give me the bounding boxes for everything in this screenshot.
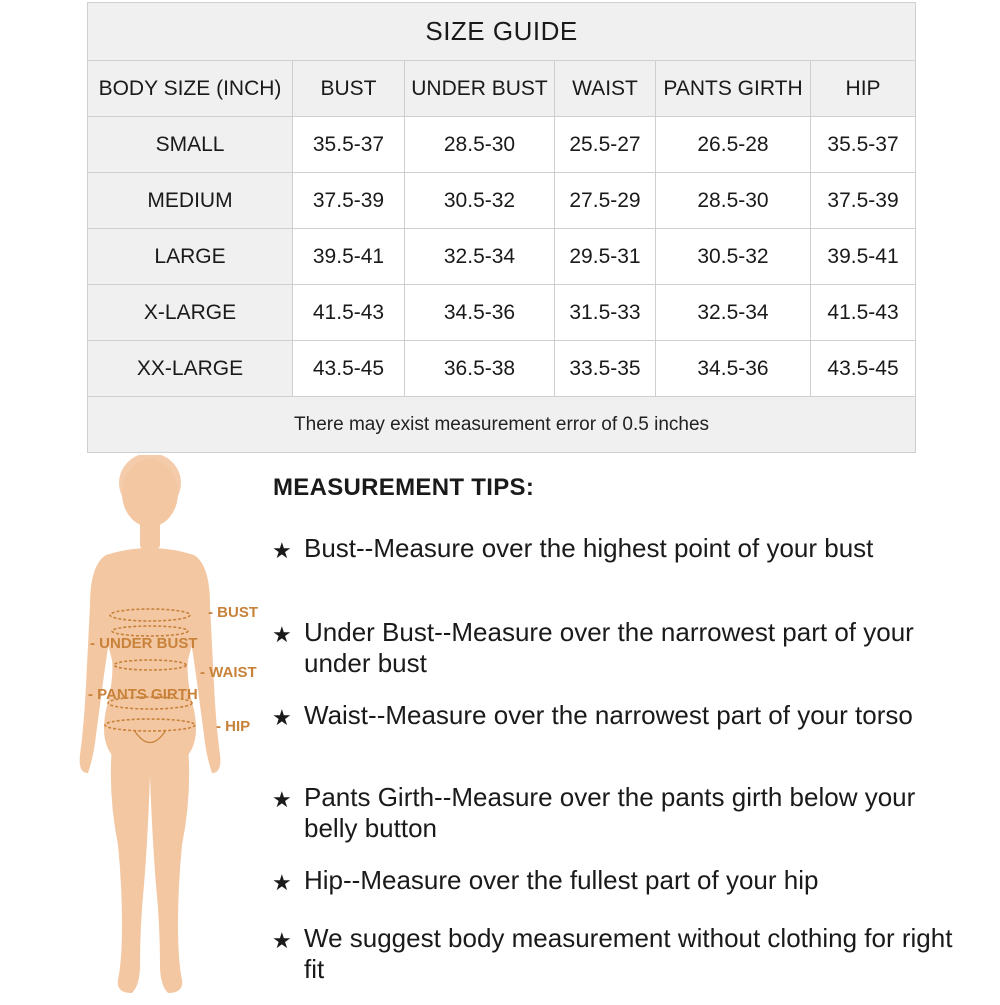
tip-text: Waist--Measure over the narrowest part of your torso <box>304 700 913 730</box>
header-waist: WAIST <box>555 61 656 117</box>
waist-value: 31.5-33 <box>555 285 656 341</box>
tip-item <box>272 533 972 564</box>
table-row <box>88 117 916 173</box>
bust-value: 41.5-43 <box>293 285 405 341</box>
size-label: MEDIUM <box>88 173 293 229</box>
pants-girth-label: - PANTS GIRTH <box>88 686 198 703</box>
table-row <box>88 285 916 341</box>
hip-value: 39.5-41 <box>811 229 916 285</box>
hip-value: 43.5-45 <box>811 341 916 397</box>
under-bust-value: 32.5-34 <box>405 229 555 285</box>
waist-value: 27.5-29 <box>555 173 656 229</box>
header-hip: HIP <box>811 61 916 117</box>
under-bust-label: - UNDER BUST <box>90 635 198 652</box>
pants-girth-value: 28.5-30 <box>656 173 811 229</box>
size-guide-table <box>87 2 916 453</box>
size-label: SMALL <box>88 117 293 173</box>
hip-value: 37.5-39 <box>811 173 916 229</box>
table-row <box>88 341 916 397</box>
tip-text: We suggest body measurement without clothing for right fit <box>304 923 953 984</box>
hip-label: - HIP <box>216 718 251 735</box>
star-icon: ★ <box>272 538 292 563</box>
pants-girth-value: 32.5-34 <box>656 285 811 341</box>
header-under-bust: UNDER BUST <box>405 61 555 117</box>
bust-label: - BUST <box>208 604 258 621</box>
bust-value: 37.5-39 <box>293 173 405 229</box>
tip-item <box>272 865 972 896</box>
under-bust-value: 30.5-32 <box>405 173 555 229</box>
hip-value: 41.5-43 <box>811 285 916 341</box>
tip-text: Pants Girth--Measure over the pants girth below your belly button <box>304 782 916 843</box>
star-icon: ★ <box>272 928 292 953</box>
tip-item <box>272 923 972 985</box>
measurement-error-note: There may exist measurement error of 0.5 inches <box>88 397 916 453</box>
tip-item <box>272 782 972 844</box>
tip-text: Bust--Measure over the highest point of your bust <box>304 533 874 563</box>
size-label: XX-LARGE <box>88 341 293 397</box>
star-icon: ★ <box>272 622 292 647</box>
star-icon: ★ <box>272 705 292 730</box>
header-pants-girth: PANTS GIRTH <box>656 61 811 117</box>
waist-value: 33.5-35 <box>555 341 656 397</box>
under-bust-value: 28.5-30 <box>405 117 555 173</box>
tip-text: Under Bust--Measure over the narrowest part of your under bust <box>304 617 914 678</box>
table-title: SIZE GUIDE <box>88 3 916 61</box>
waist-value: 29.5-31 <box>555 229 656 285</box>
table-row <box>88 229 916 285</box>
bust-value: 35.5-37 <box>293 117 405 173</box>
bust-value: 39.5-41 <box>293 229 405 285</box>
size-label: LARGE <box>88 229 293 285</box>
bust-value: 43.5-45 <box>293 341 405 397</box>
pants-girth-value: 26.5-28 <box>656 117 811 173</box>
header-bust: BUST <box>293 61 405 117</box>
table-row <box>88 173 916 229</box>
table-header-row <box>88 61 916 117</box>
tip-item <box>272 700 972 731</box>
waist-value: 25.5-27 <box>555 117 656 173</box>
body-measurement-figure <box>78 455 268 1000</box>
pants-girth-value: 30.5-32 <box>656 229 811 285</box>
tip-text: Hip--Measure over the fullest part of your hip <box>304 865 819 895</box>
tip-item <box>272 617 972 679</box>
waist-label: - WAIST <box>200 664 257 681</box>
header-body-size: BODY SIZE (INCH) <box>88 61 293 117</box>
under-bust-value: 36.5-38 <box>405 341 555 397</box>
measurement-tips-title: MEASUREMENT TIPS: <box>273 474 535 501</box>
star-icon: ★ <box>272 870 292 895</box>
hip-value: 35.5-37 <box>811 117 916 173</box>
pants-girth-value: 34.5-36 <box>656 341 811 397</box>
under-bust-value: 34.5-36 <box>405 285 555 341</box>
size-label: X-LARGE <box>88 285 293 341</box>
star-icon: ★ <box>272 787 292 812</box>
